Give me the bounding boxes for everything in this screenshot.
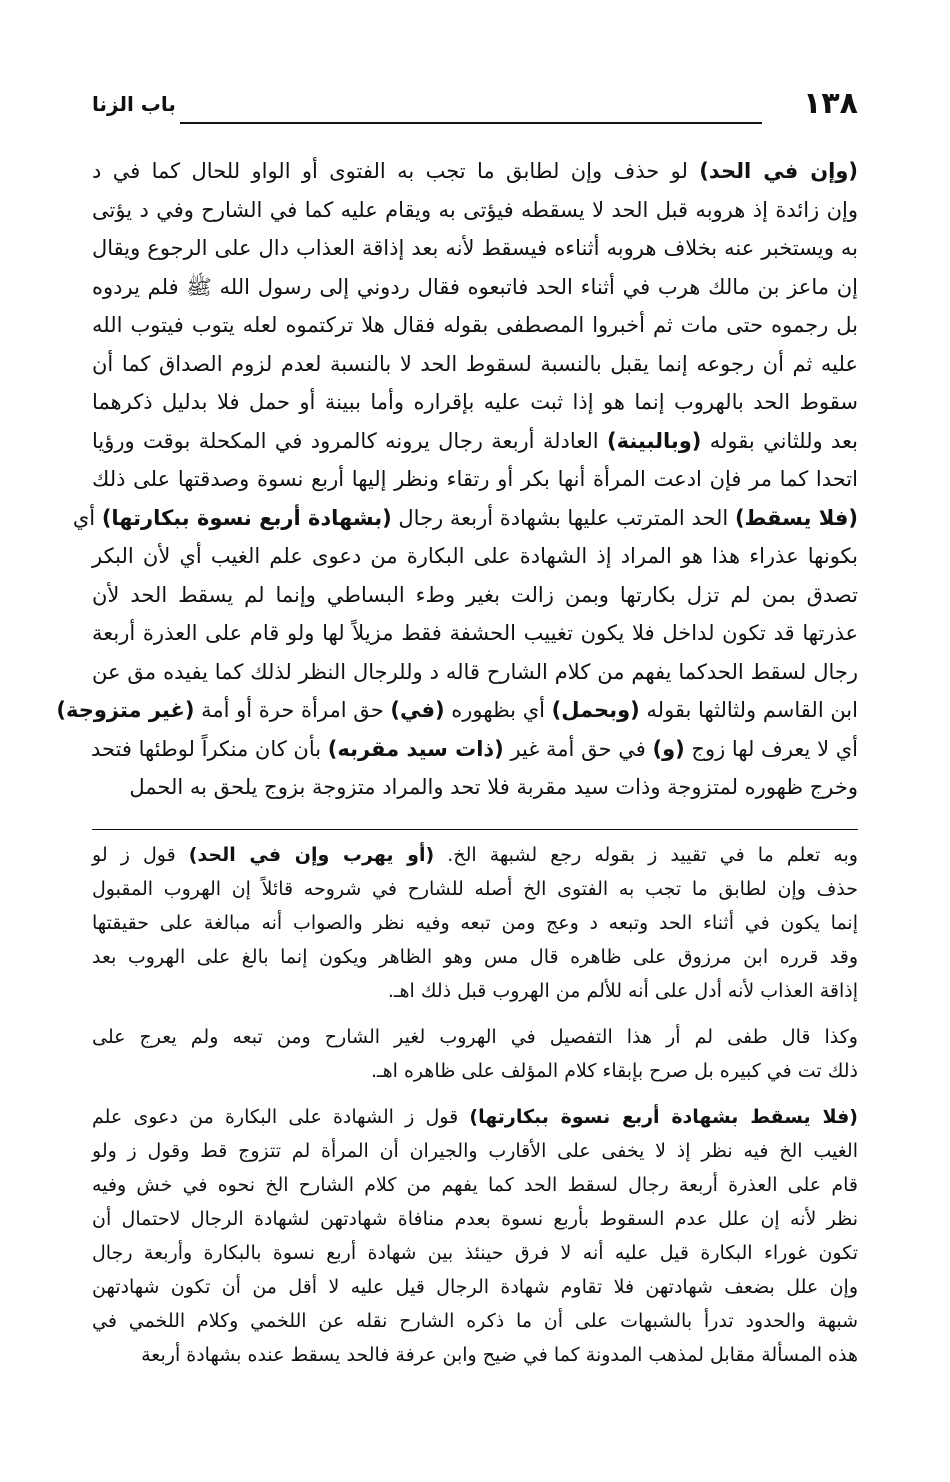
text-line [92,1270,858,1304]
quoted-matn-phrase: (وإن في الحد) [699,159,858,183]
text-segment: قام على العذرة أربعة رجال لسقط الحد كما يفهم من كلام الشارح الخ نحوه في خش وفيه [92,1174,858,1196]
text-line [92,306,858,345]
text-line [92,1202,858,1236]
quoted-matn-phrase: (فلا يسقط بشهادة أربع نسوة ببكارتها) [469,1106,858,1128]
text-line [72,499,858,538]
text-line [92,1236,858,1270]
quoted-matn-phrase: (أو يهرب وإن في الحد) [188,844,435,866]
note-paragraph [92,838,858,1008]
text-segment: وإن علل بضعف شهادتهن فلا تقاوم شهادة الرجال قيل عليه لا أقل من أن تكون شهادتهن [92,1276,858,1298]
note-paragraph [92,1020,858,1088]
text-line [92,1020,858,1054]
text-segment: في حق أمة غير [503,736,653,761]
text-segment: سقوط الحد بالهروب إنما هو إذا ثبت عليه بإقراره وأما ببينة أو حمل فلا بدليل ذكرهما [92,390,858,414]
text-segment: تكون غوراء البكارة قيل عليه أنه لا فرق حينئذ بين شهادة أربع نسوة بالبكارة وأربعة رجال [92,1242,858,1264]
text-line [92,383,858,422]
text-segment: بل رجموه حتى مات ثم أخبروا المصطفى بقوله فقال هلا تركتموه لعله يتوب فيتوب الله [92,313,858,337]
text-segment: وقد قرره ابن مرزوق على ظاهره قال مس وهو الظاهر ويكون إنما بالغ على الهروب بعد [92,946,858,968]
chapter-title: باب الزنا [92,92,176,116]
text-segment: عليه ثم أن رجوعه إنما يقبل بالنسبة لسقوط الحد لا بالنسبة لعدم لزوم الصداق كما أن [92,351,858,376]
text-segment: بكونها عذراء هذا هو المراد إذ الشهادة على البكارة من دعوى علم الغيب أي لأن البكر [92,544,858,568]
text-segment: ابن القاسم ولثالثها بقوله [639,698,858,722]
text-line [92,345,858,384]
text-segment: عذرتها قد تكون لداخل فلا يكون تغييب الحشفة فقط مزيلاً لها ولو قام على العذرة أربعة [92,621,858,645]
quoted-matn-phrase: (فلا يسقط) [734,505,858,530]
commentary-notes [92,838,858,1372]
text-line [92,906,858,940]
text-segment: وبه تعلم ما في تقييد ز بقوله رجع لشبهة الخ. [434,844,858,866]
text-line [92,1100,858,1134]
text-segment: العادلة أربعة رجال يرونه كالمرود في المكحلة بوقت ورؤيا [92,428,608,453]
text-segment: الحد المترتب عليها بشهادة أربعة رجال [391,505,735,530]
text-segment: بأن كان منكراً لوطئها فتحد [90,736,328,761]
text-line [92,576,858,615]
text-line [92,1338,858,1372]
page-number: ١٣٨ [803,86,858,121]
footnote-separator [92,829,858,830]
quoted-matn-phrase: (وبحمل) [551,698,640,722]
text-segment: هذه المسألة مقابل لمذهب المدونة كما في ضيح وابن عرفة فالحد يسقط عنده بشهادة أربعة [141,1344,858,1366]
text-segment: قول ز الشهادة على البكارة من دعوى علم [92,1106,470,1128]
text-line [92,974,858,1008]
text-segment: لو حذف وإن لطابق ما تجب به الفتوى أو الواو للحال كما في د [92,159,700,183]
text-line [92,422,858,461]
text-segment: اتحدا كما مر فإن ادعت المرأة أنها بكر أو رتقاء ونظر إليها أربع نسوة وصدقتها على ذلك [92,467,858,491]
text-segment: رجال لسقط الحدكما يفهم من كلام الشارح قاله د وللرجال النظر لذلك كما يفيده مق عن [92,659,858,684]
text-line [92,537,858,576]
page-header [92,84,858,128]
text-segment: نظر لأنه إن علل عدم السقوط بأربع نسوة بعدم منافاة شهادتهن لشهادة الرجال لاحتمال أن [92,1208,858,1230]
text-segment: وإن زائدة إذ هروبه قبل الحد لا يسقطه فيؤتى به ويقام عليه كما في الشارح وفي د يؤتى [92,197,858,222]
text-line [92,1054,858,1088]
text-segment: أي [72,505,102,530]
text-line [92,460,858,499]
text-line [92,768,858,807]
text-segment: بعد وللثاني بقوله [701,428,859,453]
paragraph-gap [92,1008,858,1020]
text-segment: به ويستخبر عنه بخلاف هروبه أثناءه فيسقط لأنه بعد إذاقة العذاب دال على الرجوع ويقال [92,236,858,260]
text-line [92,1304,858,1338]
quoted-matn-phrase: (وبالبينة) [607,428,702,453]
header-rule [180,122,762,124]
text-line [92,614,858,653]
text-line [56,691,858,730]
text-segment: قول ز لو [92,844,189,866]
text-segment: شبهة والحدود تدرأ بالشبهات على أن ما ذكره الشارح نقله عن اللخمي وكلام اللخمي في [92,1310,858,1332]
text-segment: إذاقة العذاب لأنه أدل على أنه للألم من الهروب قبل ذلك اهـ. [387,980,858,1002]
text-line [92,730,858,769]
text-segment: إنما يكون في أثناء الحد وتبعه د وعج ومن تبعه وفيه نظر والصواب أنه مبالغة على حقيقتها [92,912,858,934]
text-line [92,872,858,906]
quoted-matn-phrase: (بشهادة أربع نسوة ببكارتها) [101,505,392,530]
paragraph-gap [92,1088,858,1100]
text-segment: ذلك تت في كبيره بل صرح بإبقاء كلام المؤلف على ظاهره اهـ. [371,1060,858,1082]
text-line [92,191,858,230]
text-segment: تصدق بمن لم تزل بكارتها وبمن زالت بغير وطء البساطي وإنما لم يسقط الحد لأن [92,582,858,607]
text-segment: إن ماعز بن مالك هرب في أثناء الحد فاتبعوه فقال ردوني إلى رسول الله ﷺ فلم يردوه [92,274,858,299]
text-line [92,1168,858,1202]
text-segment: أي لا يعرف لها زوج [684,736,858,761]
text-segment: حذف وإن لطابق ما تجب به الفتوى الخ أصله للشارح في شروحه قائلاً إن الهروب المقبول [92,878,858,900]
text-line [92,152,858,191]
text-segment: وكذا قال طفى لم أر هذا التفصيل في الهروب لغير الشارح ومن تبعه ولم يعرج على [92,1026,858,1048]
text-segment: وخرج ظهوره لمتزوجة وذات سيد مقربة فلا تحد والمراد متزوجة بزوج يلحق به الحمل [129,775,858,799]
text-line [92,653,858,692]
main-text-body [56,152,859,807]
quoted-matn-phrase: (ذات سيد مقربه) [327,736,504,761]
text-line [92,940,858,974]
quoted-matn-phrase: (في) [390,698,445,722]
text-line [92,229,858,268]
quoted-matn-phrase: (غير متزوجة) [56,698,195,722]
text-line [92,1134,858,1168]
note-paragraph [92,1100,858,1372]
text-line [92,268,858,307]
quoted-matn-phrase: (و) [652,736,685,761]
text-segment: الغيب الخ فيه نظر إذ لا يخفى على الأقارب والجيران أن المرأة لم تتزوج قط وقول ز ولو [92,1140,858,1162]
text-segment: حق امرأة حرة أو أمة [194,698,391,722]
text-segment: أي بظهوره [444,698,552,722]
text-line [92,838,858,872]
